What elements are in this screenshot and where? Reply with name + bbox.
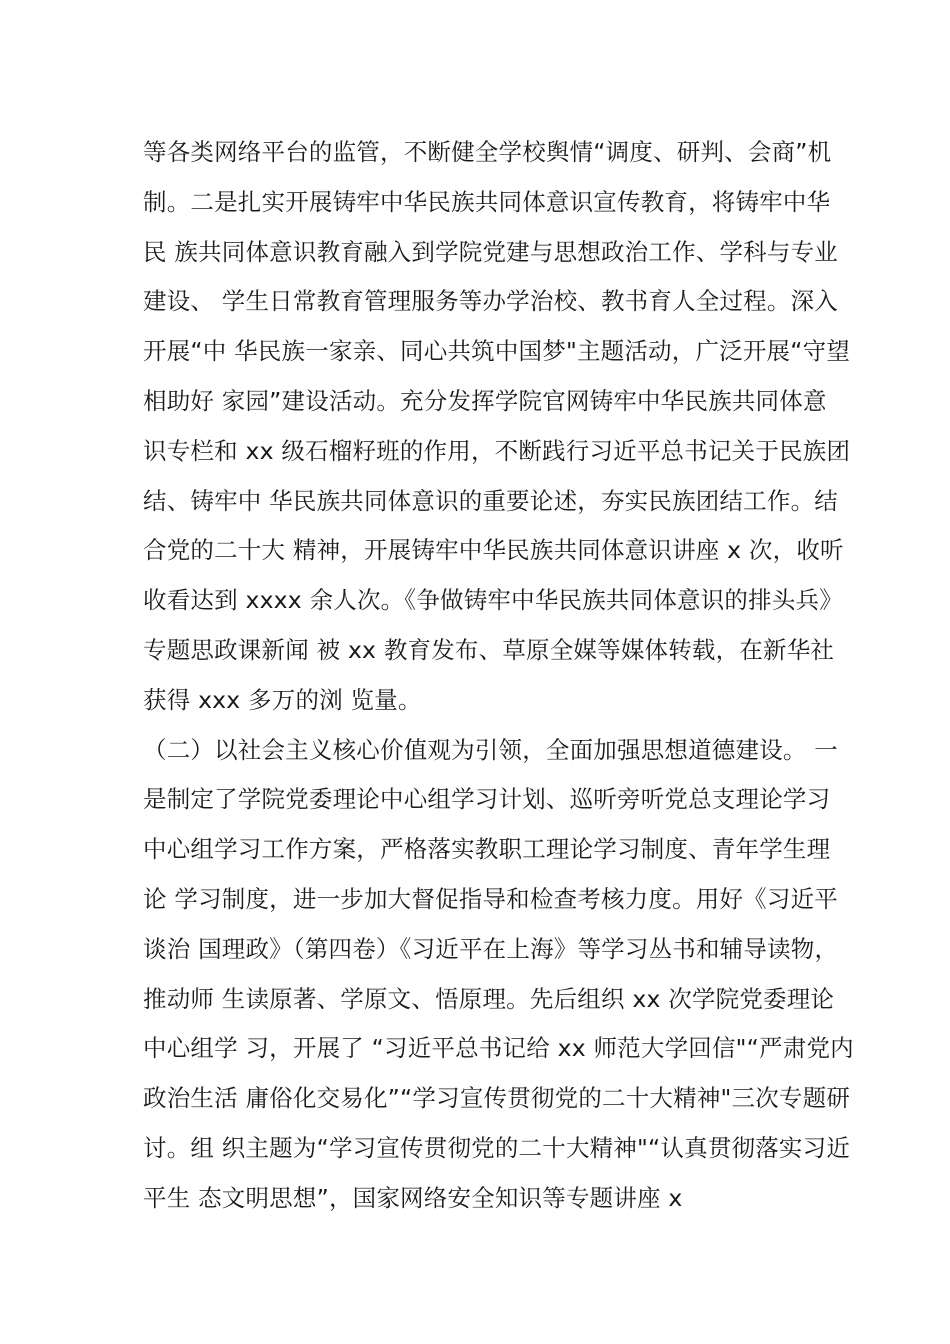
text-line-21: 讨。组 织主题为“学习宣传贯彻党的二十大精神"“认真贯彻落实习近 [143,1133,851,1162]
text-line-15: 中心组学习工作方案，严格落实教职工理论学习制度、青年学生理 [143,835,831,864]
section-heading-line: （二）以社会主义核心价值观为引领，全面加强思想道德建设。 一 [143,735,838,764]
text-line-9: 合党的二十大 精神，开展铸牢中华民族共同体意识讲座 x 次，收听 [143,536,844,565]
text-line-3: 民 族共同体意识教育融入到学院党建与思想政治工作、学科与专业 [143,237,838,266]
text-line-16: 论 学习制度，进一步加大督促指导和检查考核力度。用好《习近平 [143,884,838,913]
text-line-2: 制。二是扎实开展铸牢中华民族共同体意识宣传教育，将铸牢中华 [143,187,831,216]
text-line-8: 结、铸牢中 华民族共同体意识的重要论述，夯实民族团结工作。结 [143,486,838,515]
text-line-7: 识专栏和 xx 级石榴籽班的作用，不断践行习近平总书记关于民族团 [143,436,851,465]
text-line-22: 平生 态文明思想”，国家网络安全知识等专题讲座 x [143,1183,683,1212]
text-line-20: 政治生活 庸俗化交易化”“学习宣传贯彻党的二十大精神"三次专题研 [143,1084,851,1113]
text-line-11: 专题思政课新闻 被 xx 教育发布、草原全媒等媒体转载，在新华社 [143,635,835,664]
text-line-18: 推动师 生读原著、学原文、悟原理。先后组织 xx 次学院党委理论 [143,984,835,1013]
text-line-14: 是制定了学院党委理论中心组学习计划、巡听旁听党总支理论学习 [143,785,831,814]
text-line-19: 中心组学 习，开展了 “习近平总书记给 xx 师范大学回信"“严肃党内 [143,1034,854,1063]
text-line-4: 建设、 学生日常教育管理服务等办学治校、教书育人全过程。深入 [143,287,838,316]
text-line-17: 谈治 国理政》（第四卷）《习近平在上海》等学习丛书和辅导读物， [143,934,839,963]
text-line-1: 等各类网络平台的监管，不断健全学校舆情“调度、研判、会商”机 [143,138,832,166]
text-line-5: 开展“中 华民族一家亲、同心共筑中国梦"主题活动，广泛开展“守望 [143,337,851,366]
body-text [143,128,854,1224]
text-line-12: 获得 xxx 多万的浏 览量。 [143,685,422,714]
text-line-10: 收看达到 xxxx 余人次。《争做铸牢中华民族共同体意识的排头兵》 [143,586,843,615]
text-line-6: 相助好 家园”建设活动。充分发挥学院官网铸牢中华民族共同体意 [143,386,827,415]
